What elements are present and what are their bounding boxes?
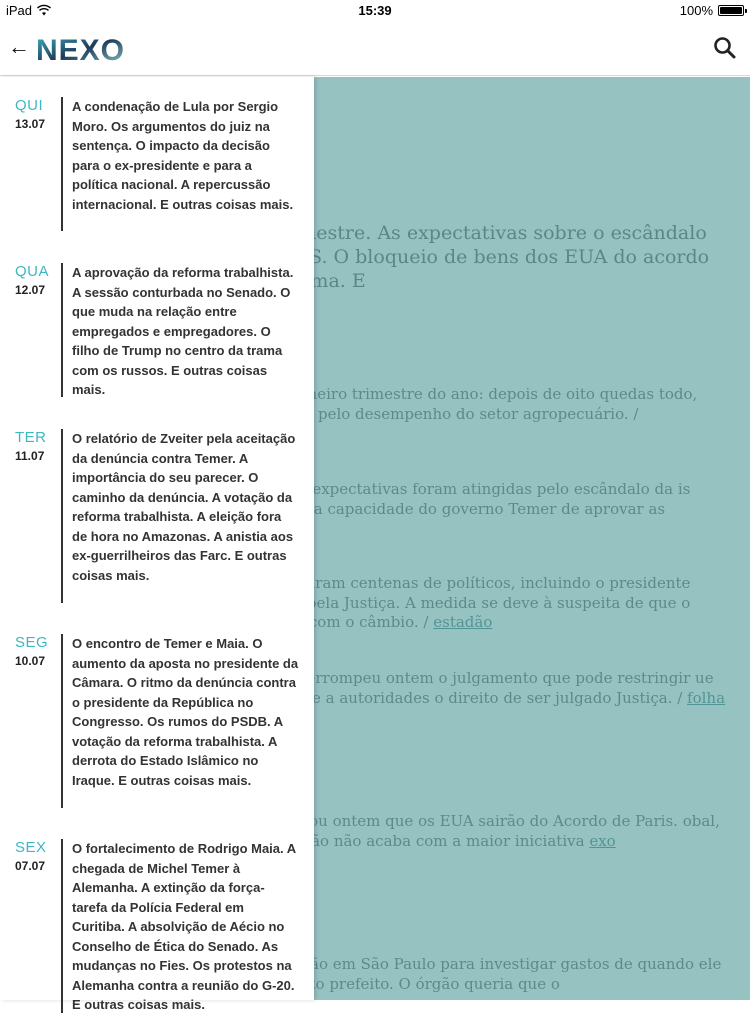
edition-divider	[61, 97, 63, 231]
edition-day: QUI	[15, 97, 44, 114]
edition-day: SEX	[15, 839, 47, 856]
search-icon	[712, 35, 738, 61]
back-button[interactable]	[8, 36, 32, 60]
edition-day: SEG	[15, 634, 49, 651]
edition-divider	[61, 429, 63, 603]
edition-date: 10.07	[15, 654, 46, 668]
search-button[interactable]	[712, 35, 738, 61]
edition-summary: O fortalecimento de Rodrigo Maia. A chegada de Michel Temer à Alemanha. A extinção da força-tarefa da Polícia Federal em Curitiba. A absolvição de Aécio no Conselho de Ética do Senado. As mudanças no Fies. Os protestos na Alemanha contra a reunião do G-20. E outras coisas mais.	[72, 841, 296, 1012]
edition-date: 13.07	[15, 117, 46, 131]
clock: 15:39	[358, 3, 392, 18]
edition-summary: O encontro de Temer e Maia. O aumento da aposta no presidente da Câmara. O ritmo da denúncia contra o presidente da República no Congresso. Os rumos do PSDB. A votação da reforma trabalhista. A derrota do Estado Islâmico no Iraque. E outras coisas mais.	[72, 636, 299, 788]
edition-date: 12.07	[15, 283, 46, 297]
edition-divider	[61, 263, 63, 397]
edition-summary: A condenação de Lula por Sergio Moro. Os argumentos do juiz na sentença. O impacto da decisão para o ex-presidente e para a política nacional. A repercussão internacional. E outras coisas mais.	[72, 99, 294, 212]
status-bar	[0, 0, 750, 20]
edition-summary: O relatório de Zveiter pela aceitação da denúncia contra Temer. A importância do seu parecer. O caminho da denúncia. A votação da reforma trabalhista. A eleição fora de hora no Amazonas. A anistia aos ex-guerrilheiros das Farc. E outras coisas mais.	[72, 431, 296, 583]
edition-drawer	[0, 77, 314, 1012]
edition-day: QUA	[15, 263, 50, 280]
back-arrow-icon: ←	[8, 34, 30, 59]
battery-icon	[718, 5, 744, 16]
svg-text:NEXO: NEXO	[36, 34, 126, 67]
nexo-logo[interactable]	[36, 34, 136, 67]
app-header	[0, 20, 750, 76]
edition-date: 11.07	[15, 449, 45, 463]
battery-percent: 100%	[679, 3, 713, 18]
edition-day: TER	[15, 429, 47, 446]
edition-date: 07.07	[15, 859, 46, 873]
battery-fill	[720, 7, 742, 14]
edition-summary: A aprovação da reforma trabalhista. A sessão conturbada no Senado. O que muda na relação entre empregados e empregadores. O filho de Trump no centro da trama com os russos. E outras coisas mais.	[72, 265, 294, 397]
edition-divider	[61, 839, 63, 1013]
edition-divider	[61, 634, 63, 808]
device-label: iPad	[6, 3, 33, 18]
